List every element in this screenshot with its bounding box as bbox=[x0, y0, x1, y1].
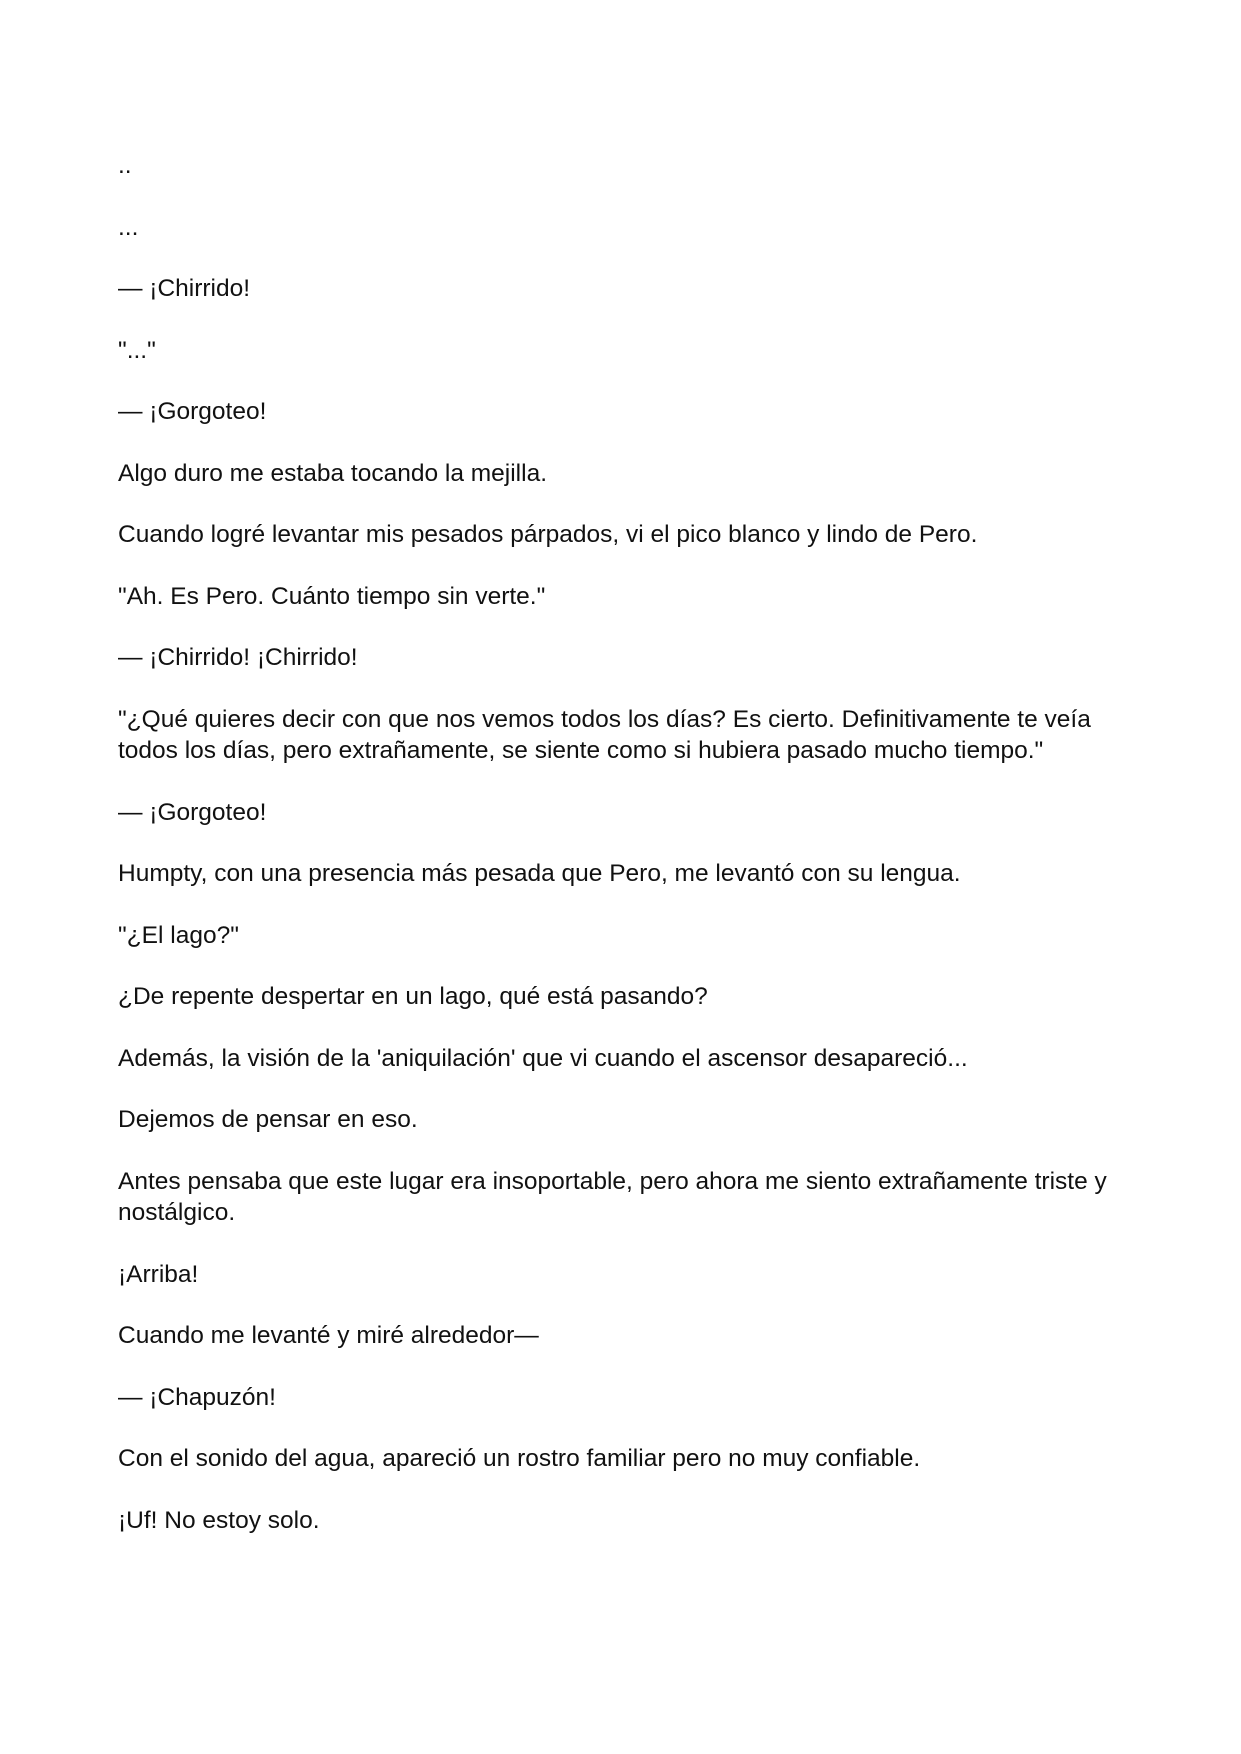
paragraph: "..." bbox=[118, 336, 156, 364]
paragraph: — ¡Gorgoteo! bbox=[118, 798, 267, 826]
paragraph: "¿El lago?" bbox=[118, 921, 239, 949]
paragraph: Algo duro me estaba tocando la mejilla. bbox=[118, 459, 548, 487]
paragraph: Con el sonido del agua, apareció un rostro familiar pero no muy confiable. bbox=[118, 1445, 921, 1472]
paragraph: "Ah. Es Pero. Cuánto tiempo sin verte." bbox=[118, 582, 546, 610]
paragraph: ¡Arriba! bbox=[118, 1260, 199, 1288]
paragraph: Cuando me levanté y miré alrededor— bbox=[118, 1322, 539, 1349]
paragraph: "¿Qué quieres decir con que nos vemos todos los días? Es cierto. Definitivamente te veía todos los días, pero extrañamente, se siente como si hubiera pasado mucho tiempo." bbox=[118, 705, 1091, 764]
paragraph: — ¡Gorgoteo! bbox=[118, 398, 267, 425]
paragraph: ... bbox=[118, 213, 139, 241]
paragraph: ¿De repente despertar en un lago, qué está pasando? bbox=[118, 983, 708, 1010]
paragraph: ¡Uf! No estoy solo. bbox=[118, 1506, 320, 1534]
paragraph: Antes pensaba que este lugar era insoportable, pero ahora me siento extrañamente triste y nostálgico. bbox=[118, 1167, 1107, 1226]
paragraph: Cuando logré levantar mis pesados párpados, vi el pico blanco y lindo de Pero. bbox=[118, 521, 978, 548]
paragraph: — ¡Chirrido! ¡Chirrido! bbox=[118, 644, 358, 671]
paragraph: — ¡Chapuzón! bbox=[118, 1383, 276, 1411]
paragraph: Humpty, con una presencia más pesada que Pero, me levantó con su lengua. bbox=[118, 860, 961, 887]
paragraph: Dejemos de pensar en eso. bbox=[118, 1106, 418, 1133]
document-body bbox=[118, 150, 1128, 1566]
paragraph: Además, la visión de la 'aniquilación' que vi cuando el ascensor desapareció... bbox=[118, 1044, 968, 1072]
paragraph: .. bbox=[118, 152, 132, 179]
paragraph: — ¡Chirrido! bbox=[118, 275, 251, 302]
